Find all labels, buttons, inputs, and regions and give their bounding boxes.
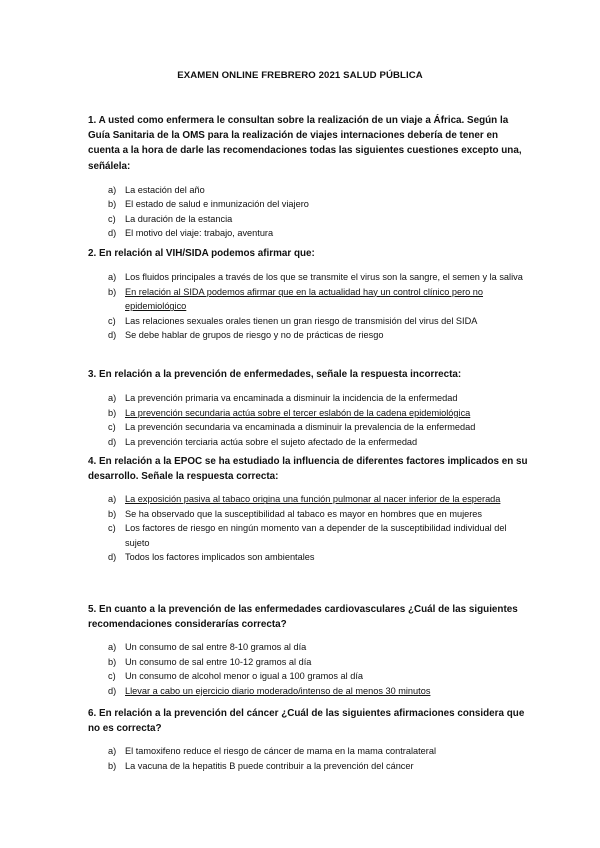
option-letter: d) xyxy=(108,552,117,563)
question-text: 2. En relación al VIH/SIDA podemos afirmar que: xyxy=(88,248,315,259)
question-text: 3. En relación a la prevención de enfermedades, señale la respuesta incorrecta: xyxy=(88,369,462,380)
option-text: Un consumo de sal entre 10-12 gramos al día xyxy=(125,656,312,667)
option-a xyxy=(88,391,528,406)
option-text: Se ha observado que la susceptibilidad al tabaco es mayor en hombres que en mujeres xyxy=(125,508,482,519)
option-d xyxy=(88,550,528,565)
option-letter: a) xyxy=(108,746,117,757)
option-c xyxy=(88,669,528,684)
option-text: Llevar a cabo un ejercicio diario moderado/intenso de al menos 30 minutos xyxy=(125,685,431,696)
option-letter: b) xyxy=(108,286,117,297)
option-text: La exposición pasiva al tabaco origina una función pulmonar al nacer inferior de la esperada xyxy=(125,494,501,505)
option-letter: a) xyxy=(108,184,117,195)
option-text: La estación del año xyxy=(125,184,205,195)
option-text: En relación al SIDA podemos afirmar que en la actualidad hay un control clínico pero no epidemiológico xyxy=(125,286,484,312)
option-b xyxy=(88,197,528,212)
option-text: La vacuna de la hepatitis B puede contribuir a la prevención del cáncer xyxy=(125,760,414,771)
option-b xyxy=(88,655,528,670)
option-c xyxy=(88,521,528,550)
option-letter: b) xyxy=(108,199,117,210)
option-letter: a) xyxy=(108,272,117,283)
option-d xyxy=(88,226,528,241)
question-text: 1. A usted como enfermera le consultan sobre la realización de un viaje a África. Según la Guía Sanitaria de la OMS para la realización de viajes internaciones debería de tener en cuenta a la hora de darle las recomendaciones todas las siguientes cuestiones excepto una, señálela: xyxy=(88,115,522,172)
question-1 xyxy=(88,113,528,241)
option-b xyxy=(88,406,528,421)
question-6 xyxy=(88,706,528,773)
option-a xyxy=(88,270,528,285)
option-letter: c) xyxy=(108,213,116,224)
option-letter: b) xyxy=(108,760,117,771)
option-letter: d) xyxy=(108,330,117,341)
option-letter: b) xyxy=(108,508,117,519)
question-4 xyxy=(88,454,528,565)
option-text: Un consumo de alcohol menor o igual a 100 gramos al día xyxy=(125,671,363,682)
option-text: El motivo del viaje: trabajo, aventura xyxy=(125,228,274,239)
option-list xyxy=(88,640,528,698)
option-letter: c) xyxy=(108,671,116,682)
question-2 xyxy=(88,246,528,343)
option-letter: a) xyxy=(108,393,117,404)
option-text: El tamoxifeno reduce el riesgo de cáncer de mama en la mama contralateral xyxy=(125,746,437,757)
question-text: 6. En relación a la prevención del cáncer ¿Cuál de las siguientes afirmaciones considera que no es correcta? xyxy=(88,708,525,735)
option-text: Se debe hablar de grupos de riesgo y no de prácticas de riesgo xyxy=(125,330,384,341)
option-letter: d) xyxy=(108,685,117,696)
option-letter: d) xyxy=(108,228,117,239)
option-list xyxy=(88,744,528,773)
option-c xyxy=(88,420,528,435)
option-text: La prevención secundaria va encaminada a disminuir la prevalencia de la enfermedad xyxy=(125,422,476,433)
option-letter: c) xyxy=(108,523,116,534)
option-text: Las relaciones sexuales orales tienen un gran riesgo de transmisión del virus del SIDA xyxy=(125,315,478,326)
option-letter: b) xyxy=(108,656,117,667)
option-a xyxy=(88,492,528,507)
option-text: Los factores de riesgo en ningún momento van a depender de la susceptibilidad individual del sujeto xyxy=(125,523,507,548)
option-b xyxy=(88,759,528,774)
option-text: Los fluidos principales a través de los que se transmite el virus son la sangre, el semen y la saliva xyxy=(125,272,523,283)
option-a xyxy=(88,183,528,198)
option-letter: b) xyxy=(108,407,117,418)
option-text: Todos los factores implicados son ambientales xyxy=(125,552,315,563)
option-d xyxy=(88,435,528,450)
option-list xyxy=(88,183,528,241)
option-text: Un consumo de sal entre 8-10 gramos al día xyxy=(125,642,307,653)
option-text: La prevención terciaria actúa sobre el sujeto afectado de la enfermedad xyxy=(125,436,418,447)
question-3 xyxy=(88,367,528,449)
option-a xyxy=(88,640,528,655)
option-a xyxy=(88,744,528,759)
question-text: 4. En relación a la EPOC se ha estudiado la influencia de diferentes factores implicados en su desarrollo. Señale la respuesta correcta: xyxy=(88,456,528,483)
option-letter: d) xyxy=(108,436,117,447)
option-text: El estado de salud e inmunización del viajero xyxy=(125,199,309,210)
option-b xyxy=(88,507,528,522)
option-letter: a) xyxy=(108,642,117,653)
option-d xyxy=(88,328,528,343)
question-5 xyxy=(88,602,528,698)
option-c xyxy=(88,314,528,329)
option-letter: c) xyxy=(108,315,116,326)
option-letter: a) xyxy=(108,494,117,505)
option-list xyxy=(88,492,528,565)
option-text: La prevención primaria va encaminada a disminuir la incidencia de la enfermedad xyxy=(125,393,458,404)
option-text: La duración de la estancia xyxy=(125,213,233,224)
option-list xyxy=(88,391,528,449)
option-b xyxy=(88,285,528,314)
option-list xyxy=(88,270,528,343)
option-c xyxy=(88,212,528,227)
option-text: La prevención secundaria actúa sobre el tercer eslabón de la cadena epidemiológica xyxy=(125,407,471,418)
question-text: 5. En cuanto a la prevención de las enfermedades cardiovasculares ¿Cuál de las siguientes recomendaciones considerarías correcta? xyxy=(88,604,518,631)
option-letter: c) xyxy=(108,422,116,433)
option-d xyxy=(88,684,528,699)
document-title: EXAMEN ONLINE FREBRERO 2021 SALUD PÚBLICA xyxy=(177,70,423,81)
